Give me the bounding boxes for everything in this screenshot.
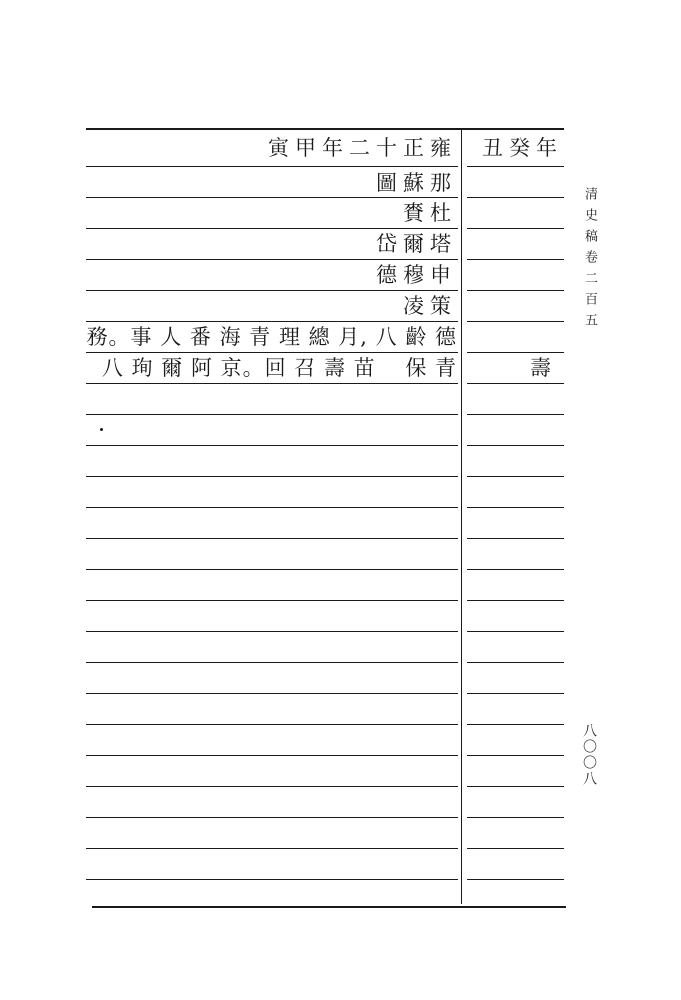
row-line-right bbox=[467, 197, 564, 198]
row-line-left bbox=[86, 817, 458, 818]
row-line-right bbox=[467, 662, 564, 663]
row-line-left bbox=[86, 166, 458, 167]
row-line-left bbox=[86, 724, 458, 725]
row-line-right bbox=[467, 259, 564, 260]
row-line-left bbox=[86, 786, 458, 787]
row-line-left bbox=[86, 414, 458, 415]
row-6-left: 務。事 人 番 海 青 理 總 月, 八 齡 德 bbox=[86, 325, 457, 349]
row-line-left bbox=[86, 631, 458, 632]
row-line-right bbox=[467, 693, 564, 694]
row-line-right bbox=[467, 600, 564, 601]
column-divider bbox=[461, 128, 462, 904]
row-line-right bbox=[467, 476, 564, 477]
row-line-right bbox=[467, 848, 564, 849]
row-line-left bbox=[86, 476, 458, 477]
row-line-right bbox=[467, 786, 564, 787]
row-line-left bbox=[86, 569, 458, 570]
row-line-right bbox=[467, 507, 564, 508]
row-5-left: 凌策 bbox=[403, 294, 457, 318]
row-7-right: 壽 bbox=[530, 356, 557, 380]
row-line-right bbox=[467, 879, 564, 880]
ink-dot bbox=[100, 428, 103, 431]
row-line-left bbox=[86, 848, 458, 849]
row-line-right bbox=[467, 445, 564, 446]
row-line-left bbox=[86, 600, 458, 601]
row-line-left bbox=[86, 538, 458, 539]
row-line-right bbox=[467, 631, 564, 632]
row-line-left bbox=[86, 693, 458, 694]
row-line-left bbox=[86, 383, 458, 384]
row-7-left: 八 珣 爾 阿 京。回 召 壽 苗 保 青 bbox=[101, 356, 457, 380]
table-top-border bbox=[86, 128, 564, 130]
row-line-right bbox=[467, 414, 564, 415]
row-line-right bbox=[467, 569, 564, 570]
row-line-left bbox=[86, 507, 458, 508]
table-bottom-border bbox=[92, 906, 566, 908]
page-number: 八〇〇八 bbox=[581, 723, 597, 787]
row-4-left: 德穆申 bbox=[376, 263, 457, 287]
header-right-text: 丑癸年 bbox=[482, 136, 563, 160]
row-line-right bbox=[467, 290, 564, 291]
row-line-left bbox=[86, 755, 458, 756]
row-line-left bbox=[86, 445, 458, 446]
row-line-right bbox=[467, 755, 564, 756]
row-line-right bbox=[467, 383, 564, 384]
row-line-right bbox=[467, 166, 564, 167]
row-line-right bbox=[467, 538, 564, 539]
row-line-right bbox=[467, 724, 564, 725]
row-2-left: 賚杜 bbox=[403, 201, 457, 225]
row-line-left bbox=[86, 879, 458, 880]
row-line-right bbox=[467, 321, 564, 322]
header-left-text: 寅甲年二十正雍 bbox=[268, 136, 457, 160]
row-line-left bbox=[86, 662, 458, 663]
row-line-right bbox=[467, 228, 564, 229]
book-title: 清史稿卷二百五 bbox=[582, 187, 597, 334]
row-3-left: 岱爾塔 bbox=[376, 232, 457, 256]
row-line-right bbox=[467, 817, 564, 818]
row-1-left: 圖蘇那 bbox=[376, 171, 457, 195]
